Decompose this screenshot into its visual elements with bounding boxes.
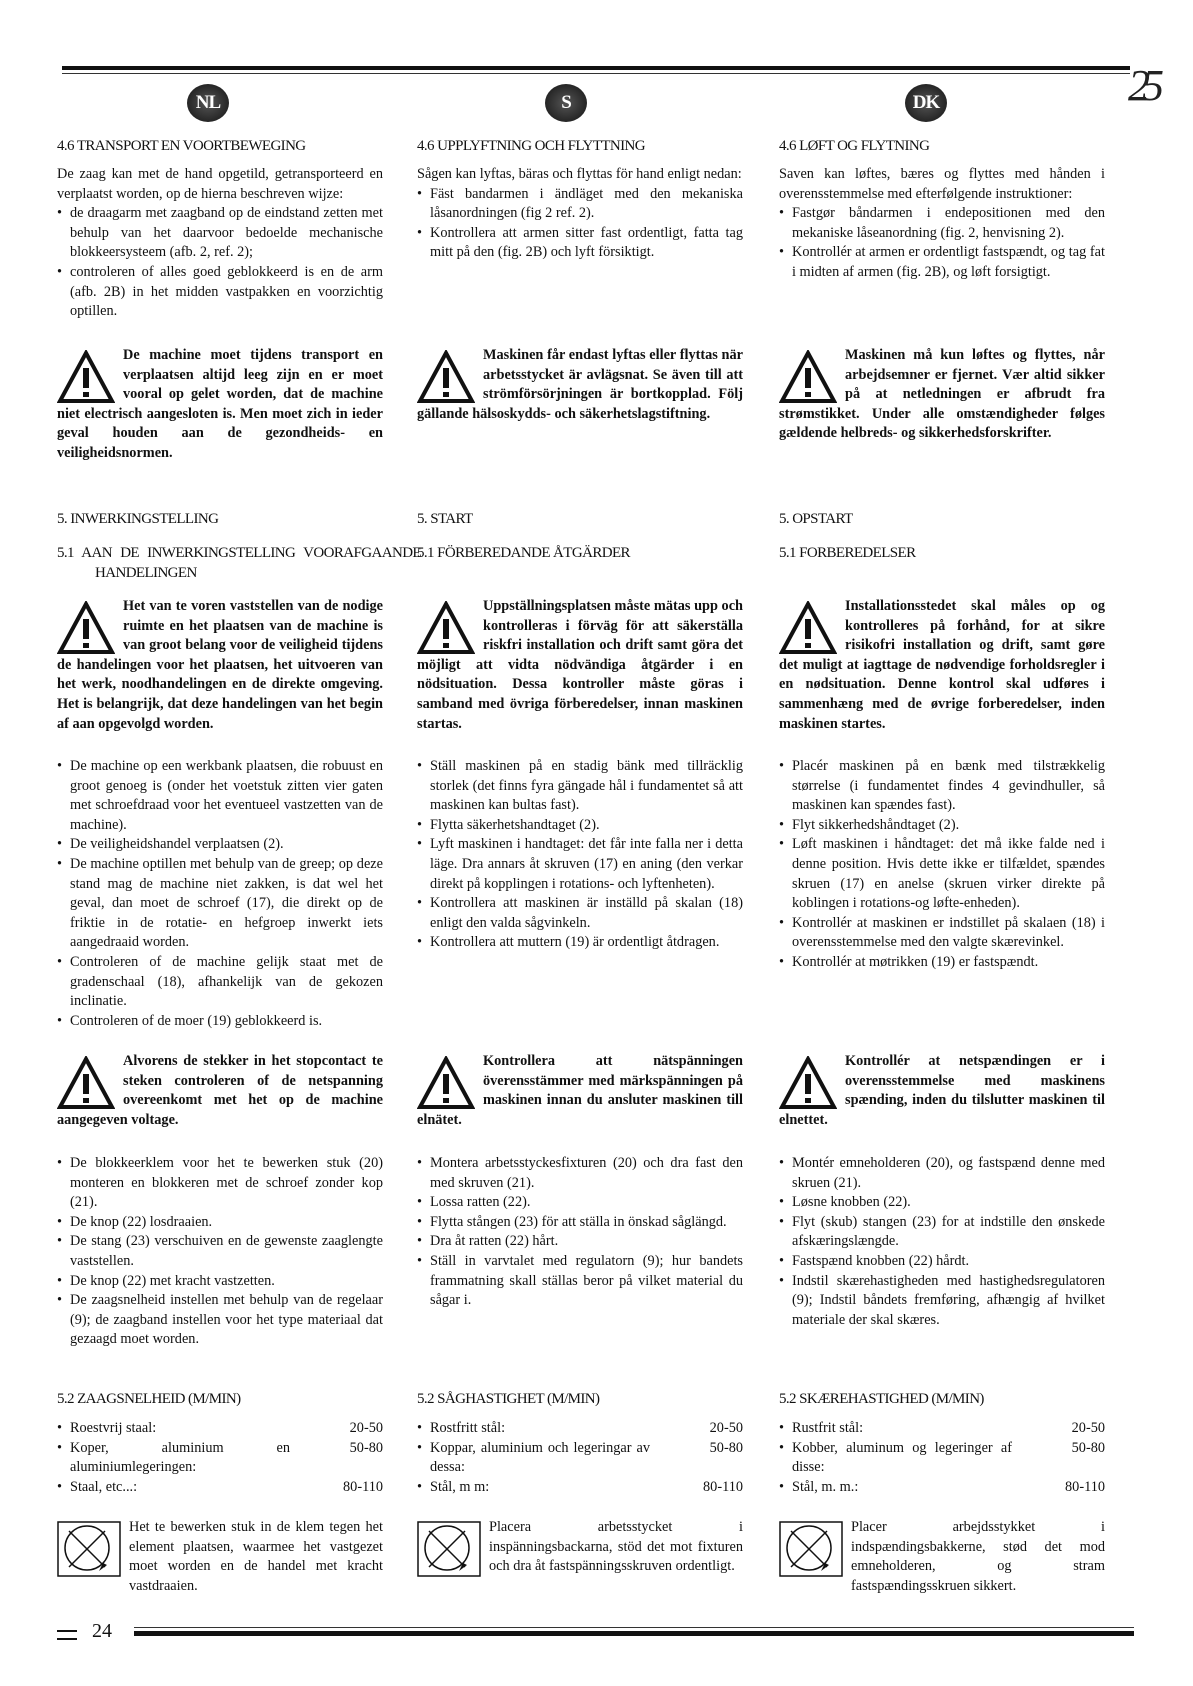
section-heading-5-1: 5.1 AAN DE INWERKINGSTELLING VOORAFGAANDE HANDELINGEN	[57, 545, 421, 581]
transport-section	[57, 165, 383, 322]
bottom-rule	[134, 1631, 1134, 1636]
warning-text: De machine moet tijdens transport en verplaatsen altijd leeg zijn en er moet vooral op gelet worden, dat de machine niet electrisch aangesloten is. Men moet zich in ieder geval houden aan de gezondheids- en veiligheidsnormen.	[57, 347, 383, 461]
warning-block	[417, 1052, 743, 1130]
list-item: • Flyt (skub) stangen (23) for at indstille den ønskede afskæringslængde.	[779, 1213, 1105, 1252]
warning-block	[779, 346, 1105, 444]
warning-block	[779, 1052, 1105, 1130]
bottom-rule-thin	[134, 1627, 1134, 1628]
note-text: Placera arbetsstycket i inspänningsbackarna, stöd det mot fixturen och dra åt fastspänningsskruven ordentligt.	[489, 1519, 743, 1575]
list-item: • Kontrollera att muttern (19) är ordentligt åtdragen.	[417, 933, 743, 953]
speed-table	[417, 1419, 743, 1497]
section-heading-5-1: 5.1 FÖRBEREDANDE ÅTGÄRDER	[417, 545, 630, 561]
warning-triangle-icon	[57, 350, 115, 404]
intro-text: Saven kan løftes, bæres og flyttes med hånden i overensstemmelse med efterfølgende instruktioner:	[779, 166, 1105, 202]
material-label: • Roestvrij staal:	[70, 1420, 157, 1436]
intro-text: Sågen kan lyftas, bäras och flyttas för hand enligt nedan:	[417, 166, 742, 182]
preparation-steps	[417, 757, 743, 953]
speed-row	[417, 1419, 743, 1439]
speed-value: 20-50	[1071, 1420, 1105, 1436]
list-item: • De knop (22) losdraaien.	[57, 1213, 383, 1233]
section-heading-5: 5. START	[417, 511, 473, 527]
speed-table	[779, 1419, 1105, 1497]
speed-value: 50-80	[709, 1439, 743, 1456]
list-item: • Kontrollera att armen sitter fast ordentligt, fatta tag mitt på den (fig. 2B) och lyft försiktigt.	[417, 224, 743, 263]
warning-triangle-icon	[417, 350, 475, 404]
list-item: • De machine optillen met behulp van de greep; op deze stand mag de machine niet zakken, is dat wel het geval, dan moet de schroef (17), die direkt op de friktie in de rotatie- en hefgroep inwerkt iets aangedraaid worden.	[57, 855, 383, 953]
warning-text: Het van te voren vaststellen van de nodige ruimte en het plaatsen van de machine is van groot belang voor de veiligheid tijdens de handelingen voor het plaatsen, het uitvoeren van het werk, noodhandelingen en de direkte omgeving. Het is belangrijk, dat deze handelingen van het begin af aan opgevolgd worden.	[57, 598, 383, 732]
transport-steps	[57, 204, 383, 322]
column-nl	[57, 0, 421, 1686]
clamp-note-icon	[779, 1521, 843, 1577]
note-text: Placer arbejdsstykket i indspændingsbakkerne, stød det mod emneholderen, og stram fastspændingsskruen sikkert.	[851, 1519, 1105, 1594]
warning-triangle-icon	[779, 350, 837, 404]
speed-row	[57, 1419, 383, 1439]
note-block	[417, 1518, 743, 1577]
speed-row	[779, 1419, 1105, 1439]
preparation-steps	[57, 757, 383, 1031]
speed-value: 80-110	[1065, 1478, 1105, 1495]
list-item: • Lyft maskinen i handtaget: det får inte falla ner i detta läge. Dra annars åt skruven (17) en aning (den verkar direkt på kopplingen i rotations- och lyftenheten).	[417, 835, 743, 894]
speed-row	[417, 1439, 743, 1478]
section-heading-5-1: 5.1 FORBEREDELSER	[779, 545, 916, 561]
list-item: • Kontrollér at møtrikken (19) er fastspændt.	[779, 953, 1105, 973]
warning-text: Kontrollera att nätspänningen överensstämmer med märkspänningen på maskinen innan du ansluter maskinen till elnätet.	[417, 1053, 743, 1128]
material-label: • Rostfritt stål:	[430, 1420, 506, 1436]
list-item: • Ställ in varvtalet med regulatorn (9); hur bandets frammatning skall ställas beror på vilket material du sågar i.	[417, 1252, 743, 1311]
list-item: • De veiligheidshandel verplaatsen (2).	[57, 835, 383, 855]
speed-value: 50-80	[349, 1439, 383, 1456]
handwritten-page-number: 25	[1128, 61, 1156, 110]
list-item: • Controleren of de machine gelijk staat met de gradenschaal (18), afhankelijk van de gekozen inclinatie.	[57, 953, 383, 1012]
list-item: • Placér maskinen på en bænk med tilstrækkelig størrelse (i fundamentet findes 4 gevindhuller, så maskinen kan spændes fast).	[779, 757, 1105, 816]
speed-value: 50-80	[1071, 1439, 1105, 1456]
speed-value: 20-50	[709, 1420, 743, 1436]
material-label: • Stål, m. m.:	[792, 1478, 859, 1495]
warning-text: Kontrollér at netspændingen er i overensstemmelse med maskinens spænding, inden du tilslutter maskinen til elnettet.	[779, 1053, 1105, 1128]
warning-text: Maskinen må kun løftes og flyttes, når arbejdsemner er fjernet. Vær altid sikker på at netledningen er afbrudt fra strømstikket. Under alle omstændigheder følges gældende helbreds- og sikkerhedsforskrifter.	[779, 347, 1105, 442]
transport-section	[779, 165, 1105, 283]
list-item: • Montera arbetsstyckesfixturen (20) och dra fast den med skruven (21).	[417, 1154, 743, 1193]
section-heading-5-2: 5.2 SKÆREHASTIGHED (M/MIN)	[779, 1391, 984, 1407]
setup-steps	[779, 1154, 1105, 1330]
warning-triangle-icon	[57, 1056, 115, 1110]
section-heading-5: 5. OPSTART	[779, 511, 853, 527]
transport-steps	[779, 204, 1105, 282]
setup-steps	[57, 1154, 383, 1350]
warning-triangle-icon	[779, 1056, 837, 1110]
speed-table	[57, 1419, 383, 1497]
list-item: • Fastgør båndarmen i endepositionen med den mekaniske låseanordning (fig. 2, henvisning 2).	[779, 204, 1105, 243]
warning-block	[57, 597, 383, 734]
material-label: • Rustfrit stål:	[792, 1420, 864, 1436]
warning-text: Maskinen får endast lyftas eller flyttas när arbetsstycket är avlägsnat. Se även till att strömförsörjningen är bortkopplad. Följ gällande hälsoskydds- och säkerhetslagstiftning.	[417, 347, 743, 422]
warning-block	[57, 1052, 383, 1130]
warning-triangle-icon	[417, 1056, 475, 1110]
list-item: • De knop (22) met kracht vastzetten.	[57, 1272, 383, 1292]
section-heading-5-2: 5.2 SÅGHASTIGHET (M/MIN)	[417, 1391, 600, 1407]
warning-block	[417, 346, 743, 424]
speed-row	[57, 1478, 383, 1498]
warning-triangle-icon	[417, 601, 475, 655]
warning-block	[57, 346, 383, 464]
list-item: • Fastspænd knobben (22) hårdt.	[779, 1252, 1105, 1272]
warning-text: Uppställningsplatsen måste mätas upp och kontrolleras i förväg för att säkerställa riskfri installation och drift samt göra det möjligt att vidta nödvändiga åtgärder i en nödsituation. Dessa kontroller måste göras i samband med övriga förberedelser, innan maskinen startas.	[417, 598, 743, 732]
list-item: • Ställ maskinen på en stadig bänk med tillräcklig storlek (det finns fyra gängade hål i fundamentet så att maskinen kan bultas fast).	[417, 757, 743, 816]
speed-value: 80-110	[343, 1478, 383, 1495]
warning-text: Installationsstedet skal måles op og kontrolleres på forhånd, for at sikre risikofri installation og drift, samt gøre det muligt at iagttage de nødvendige forholdsregler i en nødsituation. Denne kontrol skal udføres i sammenhæng med de øvrige forberedelser, inden maskinen startes.	[779, 598, 1105, 732]
footer-mark	[57, 1630, 77, 1640]
list-item: • Lossa ratten (22).	[417, 1193, 743, 1213]
warning-triangle-icon	[57, 601, 115, 655]
list-item: • Løsne knobben (22).	[779, 1193, 1105, 1213]
speed-row	[779, 1439, 1105, 1478]
note-block	[779, 1518, 1105, 1596]
material-label: • Koppar, aluminium och legeringar av dessa:	[430, 1439, 650, 1476]
material-label: • Kobber, aluminum og legeringer af disse:	[792, 1439, 1012, 1476]
list-item: • De machine op een werkbank plaatsen, die robuust en groot genoeg is (onder het voetstuk zitten vier gaten met schroefdraad voor het eventueel vastzetten van de machine).	[57, 757, 383, 835]
language-badge-nl: NL	[187, 84, 229, 122]
clamp-note-icon	[417, 1521, 481, 1577]
list-item: • Dra åt ratten (22) hårt.	[417, 1232, 743, 1252]
list-item: • Controleren of de moer (19) geblokkeerd is.	[57, 1012, 383, 1032]
section-heading-4-6: 4.6 UPPLYFTNING OCH FLYTTNING	[417, 138, 645, 154]
list-item: • De stang (23) verschuiven en de gewenste zaaglengte vaststellen.	[57, 1232, 383, 1271]
section-heading-4-6: 4.6 TRANSPORT EN VOORTBEWEGING	[57, 138, 306, 154]
list-item: • Indstil skærehastigheden med hastighedsregulatoren (9); Indstil båndets fremføring, afhængig af hvilket materiale der skal skæres.	[779, 1272, 1105, 1331]
list-item: • Kontrollér at maskinen er indstillet på skalaen (18) i overensstemmelse med den valgte skærevinkel.	[779, 914, 1105, 953]
speed-value: 80-110	[703, 1478, 743, 1495]
list-item: • Løft maskinen i håndtaget: det må ikke falde ned i denne position. Hvis dette ikke er tilfældet, spændes skruen (17) en anelse (skruen virker direkte på koblingen i rotations-og løfte-enheden).	[779, 835, 1105, 913]
transport-section	[417, 165, 743, 263]
list-item: • Flyt sikkerhedshåndtaget (2).	[779, 816, 1105, 836]
section-heading-5-2: 5.2 ZAAGSNELHEID (M/MIN)	[57, 1391, 241, 1407]
note-text: Het te bewerken stuk in de klem tegen het element plaatsen, waarmee het vastgezet moet worden en de handel met kracht vastdraaien.	[129, 1519, 383, 1594]
list-item: • De blokkeerklem voor het te bewerken stuk (20) monteren en blokkeren met de schroef zonder kop (21).	[57, 1154, 383, 1213]
list-item: • de draagarm met zaagband op de eindstand zetten met behulp van het daarvoor bedoelde mechanische blokkeersysteem (afb. 2, ref. 2);	[57, 204, 383, 263]
section-heading-5: 5. INWERKINGSTELLING	[57, 511, 219, 527]
warning-triangle-icon	[779, 601, 837, 655]
warning-block	[417, 597, 743, 734]
material-label: • Staal, etc...:	[70, 1478, 138, 1495]
clamp-note-icon	[57, 1521, 121, 1577]
page-number: 24	[92, 1620, 112, 1642]
list-item: • Kontrollér at armen er ordentligt fastspændt, og tag fat i midten af armen (fig. 2B), og løft forsigtigt.	[779, 243, 1105, 282]
list-item: • Fäst bandarmen i ändläget med den mekaniska låsanordningen (fig 2 ref. 2).	[417, 185, 743, 224]
list-item: • Flytta stången (23) för att ställa in önskad såglängd.	[417, 1213, 743, 1233]
column-s	[417, 0, 743, 1686]
list-item: • De zaagsnelheid instellen met behulp van de regelaar (9); de zaagband instellen voor het type materiaal dat gezaagd moet worden.	[57, 1291, 383, 1350]
list-item: • controleren of alles goed geblokkeerd is en de arm (afb. 2B) in het midden vastpakken en voorzichtig optillen.	[57, 263, 383, 322]
material-label: • Stål, m m:	[430, 1478, 490, 1495]
warning-text: Alvorens de stekker in het stopcontact te steken controleren of de netspanning overeenkomt met het op de machine aangegeven voltage.	[57, 1053, 383, 1128]
list-item: • Montér emneholderen (20), og fastspænd denne med skruen (21).	[779, 1154, 1105, 1193]
speed-value: 20-50	[349, 1420, 383, 1436]
language-badge-dk: DK	[905, 84, 947, 122]
setup-steps	[417, 1154, 743, 1311]
list-item: • Flytta säkerhetshandtaget (2).	[417, 816, 743, 836]
speed-row	[57, 1439, 383, 1478]
speed-row	[779, 1478, 1105, 1498]
note-block	[57, 1518, 383, 1596]
list-item: • Kontrollera att maskinen är inställd på skalan (18) enligt den valda sågvinkeln.	[417, 894, 743, 933]
intro-text: De zaag kan met de hand opgetild, getransporteerd en verplaatst worden, op de hierna beschreven wijze:	[57, 166, 383, 202]
material-label: • Koper, aluminium en aluminiumlegeringen:	[70, 1439, 290, 1476]
warning-block	[779, 597, 1105, 734]
speed-row	[417, 1478, 743, 1498]
column-dk	[779, 0, 1105, 1686]
language-badge-s: S	[545, 84, 587, 122]
section-heading-4-6: 4.6 LØFT OG FLYTNING	[779, 138, 930, 154]
preparation-steps	[779, 757, 1105, 973]
transport-steps	[417, 185, 743, 263]
